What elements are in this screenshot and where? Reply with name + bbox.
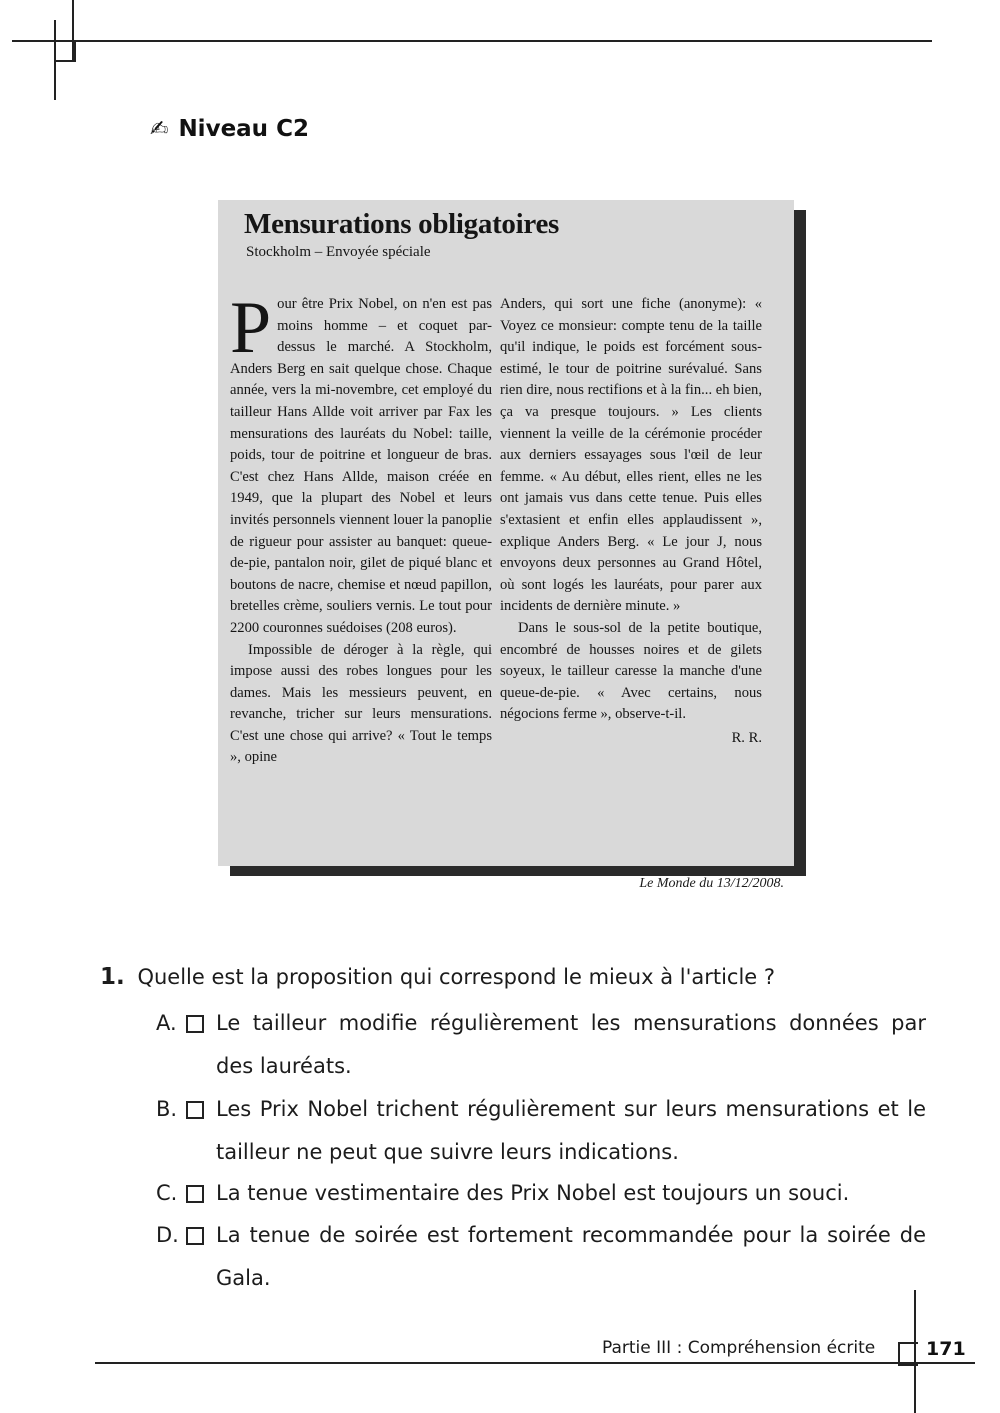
article-column-right [500,294,762,749]
question-text: Quelle est la proposition qui correspond le mieux à l'article ? [137,965,776,989]
crop-mark-bottom [95,1362,975,1364]
article-source: Le Monde du 13/12/2008. [639,876,784,891]
checkbox-b[interactable] [186,1101,204,1119]
option-text: La tenue vestimentaire des Prix Nobel est toujours un souci. [216,1181,850,1205]
question-number: 1. [100,964,125,990]
article-paragraph: Dans le sous-sol de la petite boutique, encombré de housses noires et de gilets soyeux, le tailleur caresse la manche d'une queue-de-pie. « Avec certains, nous négocions ferme », observe-t-il. [500,619,762,723]
option-letter: D. [156,1223,179,1247]
crop-mark-box [54,40,76,62]
checkbox-d[interactable] [186,1227,204,1245]
checkbox-a[interactable] [186,1015,204,1033]
option-text: La tenue de soirée est fortement recommandée pour la soirée de Gala. [216,1223,926,1290]
level-label: Niveau C2 [178,116,309,142]
checkbox-c[interactable] [186,1185,204,1203]
pencil-hand-icon: ✍ [150,116,169,142]
level-heading [150,116,309,142]
option-d[interactable] [156,1214,926,1300]
option-a[interactable] [156,1002,926,1088]
footer-section: Partie III : Compréhension écrite [602,1338,876,1358]
option-c[interactable] [156,1172,926,1215]
option-text: Le tailleur modifie régulièrement les mensurations données par des lauréats. [216,1011,926,1078]
article-byline: Stockholm – Envoyée spéciale [246,244,431,260]
article-paragraph: Pour être Prix Nobel, on n'en est pas moins homme – et coquet par-dessus le marché. A Stockholm, Anders Berg en sait quelque chose. Chaque année, vers la mi-novembre, cet employé du tailleur Hans Allde voit arriver par Fax les mensurations des lauréats du Nobel: taille, poids, tour de poitrine et longueur de bras. C'est chez Hans Allde, maison créée en 1949, que la plupart des Nobel et leurs invités personnels viennent louer la panoplie de rigueur pour assister au banquet: queue-de-pie, pantalon noir, gilet de piqué blanc et boutons de nacre, chemise et nœud papillon, bretelles crème, souliers vernis. Le tout pour 2200 couronnes suédoises (208 euros). [230,287,492,636]
article-paragraph: Anders, qui sort une fiche (anonyme): « Voyez ce monsieur: compte tenu de la taille qu'il indique, le poids est forcément sous-estimé, le tour de poitrine surévalué. Sans rien dire, nous rectifions et à la fin... eh bien, ça va presque toujours. » Les clients viennent la veille de la cérémonie procéder aux derniers essayages sous l'œil de leur femme. « Au début, elles rient, elles ne les ont jamais vus dans cette tenue. Puis elles s'extasient et enfin elles applaudissent », explique Anders Berg. « Le jour J, nous envoyons deux personnes au Grand Hôtel, où sont logés les lauréats, pour parer aux incidents de dernière minute. » [500,296,762,615]
article-title: Mensurations obligatoires [244,208,559,240]
article-box [218,200,794,866]
option-letter: C. [156,1181,178,1205]
page-number-box [898,1342,918,1366]
option-b[interactable] [156,1088,926,1174]
article-signature: R. R. [731,729,762,746]
crop-mark-top [12,40,932,42]
option-letter: B. [156,1097,178,1121]
option-letter: A. [156,1011,177,1035]
article-column-left [230,287,492,769]
page-number: 171 [926,1338,966,1360]
dropcap: P [230,287,272,369]
option-text: Les Prix Nobel trichent régulièrement sur leurs mensurations et le tailleur ne peut que suivre leurs indications. [216,1097,926,1164]
question-prompt [100,964,775,990]
article-paragraph: Impossible de déroger à la règle, qui impose aussi des robes longues pour les dames. Mais les messieurs peuvent, en revanche, tricher sur leurs mensurations. C'est une chose qui arrive? « Tout le temps », opine [230,641,492,766]
